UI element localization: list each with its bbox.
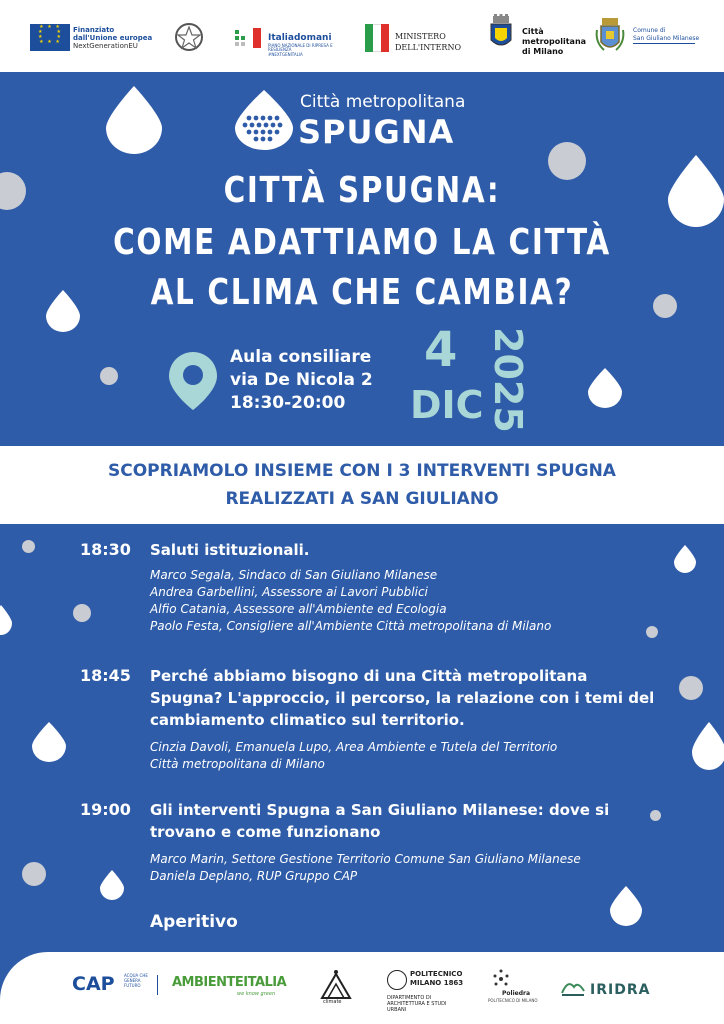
raindrop-icon [106,86,162,154]
politecnico-seal-icon [387,970,407,990]
cm-line2: metropolitana [522,37,587,46]
drop-dot [22,862,46,886]
agenda-title: Saluti istituzionali. [150,541,310,559]
closing-aperitivo: Aperitivo [150,912,238,932]
san-giuliano-crest-icon [594,16,626,56]
agenda-title: Perché abbiamo bisogno di una Città metropolitana Spugna? L'approccio, il percorso, la relazione con i temi del cambiamento climatico sul territorio. [150,667,655,729]
ambiente-italia-tagline: we know green [237,991,276,997]
ambiente-italia-logo: AMBIENTEITALIA [172,975,287,990]
comune-line1: Comune di [633,27,666,34]
event-month: DIC [410,383,484,427]
politecnico-dept: DIPARTIMENTO DI ARCHITETTURA E STUDI URBANI [387,995,447,1013]
comune-underline [633,43,695,44]
banner-line2: REALIZZATI A SAN GIULIANO [225,489,499,509]
speaker: Andrea Garbellini, Assessore ai Lavori Pubblici [150,585,428,599]
venue-line1: Aula consiliare [230,347,372,367]
venue-line2: via De Nicola 2 [230,370,373,390]
italiadomani-tag: #NEXTGENITALIA [268,52,303,57]
raindrop-icon [692,722,724,770]
drop-dot [73,604,91,622]
cap-tagline: ACQUA CHE GENERA FUTURO [124,973,148,988]
eu-flag-icon: ★ ★ ★ ★ ★ ★ ★ ★ ★ ★ [30,24,70,51]
raindrop-icon [32,722,66,762]
location-pin-icon [167,350,219,412]
italian-flag-icon [365,24,389,52]
citta-metropolitana-label [522,27,592,57]
drop-dot [100,367,118,385]
san-giuliano-label [633,27,713,46]
agenda-title: Gli interventi Spugna a San Giuliano Milanese: dove si trovano e come funzionano [150,801,610,841]
venue-info [230,346,373,415]
italian-republic-emblem-icon [174,22,204,52]
eu-line2: dall'Unione europea [73,34,153,42]
agenda-speakers [150,739,690,773]
cm-line1: Città [522,27,544,36]
spugna-logo-icon [233,90,295,150]
speaker: Daniela Deplano, RUP Gruppo CAP [150,869,358,883]
header-logo-bar [0,0,724,72]
eu-line3: NextGenerationEU [73,42,138,50]
title-line3: AL CLIMA CHE CAMBIA? [150,272,574,313]
ministero-line1: MINISTERO [395,32,446,41]
title-line2: COME ADATTIAMO LA CITTÀ [113,222,611,263]
comune-line2: San Giuliano Milanese [633,35,700,42]
poliedra-logo-icon [490,968,512,990]
drop-dot [22,540,35,553]
ministero-line2: DELL'INTERNO [395,43,461,52]
raindrop-icon [100,870,124,900]
climate-logo-icon [318,968,354,1002]
cm-line3: di Milano [522,47,564,56]
eu-line1: Finanziato [73,26,115,34]
poli-line2: MILANO 1863 [410,979,464,987]
agenda-time: 18:30 [80,540,131,559]
poliedra-sub: POLITECNICO DI MILANO [488,998,538,1003]
speaker: Alfio Catania, Assessore all'Ambiente ed Ecologia [150,602,447,616]
cap-logo: CAP [72,973,115,995]
climate-label: climate [323,999,342,1005]
drop-dot [0,172,26,210]
italiadomani-logo-icon [233,26,265,50]
politecnico-label [410,970,490,988]
speaker: Marco Segala, Sindaco di San Giuliano Milanese [150,568,438,582]
event-year: 2025 [486,327,530,433]
speaker: Paolo Festa, Consigliere all'Ambiente Città metropolitana di Milano [150,619,552,633]
italiadomani-sub: PIANO NAZIONALE DI RIPRESA E RESILIENZA [268,43,333,52]
agenda-time: 18:45 [80,666,131,685]
poliedra-label: Poliedra [502,990,531,997]
agenda-speakers [150,567,690,635]
raindrop-icon [588,368,622,408]
banner-line1: SCOPRIAMOLO INSIEME CON I 3 INTERVENTI SPUGNA [108,461,616,481]
poli-line1: POLITECNICO [410,970,463,978]
speaker: Marco Marin, Settore Gestione Territorio Comune San Giuliano Milanese [150,852,581,866]
raindrop-icon [610,886,642,926]
italiadomani-name: Italiadomani [268,33,332,43]
iridra-logo-icon [560,975,586,997]
brand-small-text: Città metropolitana [300,92,466,112]
brand-big-text: SPUGNA [298,113,455,151]
raindrop-icon [668,155,724,227]
italiadomani-label [268,33,343,57]
event-time: 18:30-20:00 [230,393,346,413]
ministero-label [395,31,475,53]
agenda-time: 19:00 [80,800,131,819]
speaker: Cinzia Davoli, Emanuela Lupo, Area Ambiente e Tutela del Territorio [150,740,558,754]
speaker: Città metropolitana di Milano [150,757,325,771]
event-day: 4 [424,322,458,378]
citta-metropolitana-crest-icon [485,14,517,54]
raindrop-icon [0,605,12,635]
drop-dot [679,676,703,700]
title-line1: CITTÀ SPUGNA: [223,170,501,211]
cap-divider [157,975,158,995]
iridra-label: IRIDRA [590,982,651,998]
agenda-speakers [150,851,690,885]
eu-funding-label [73,26,173,50]
intro-banner-text [0,457,724,513]
